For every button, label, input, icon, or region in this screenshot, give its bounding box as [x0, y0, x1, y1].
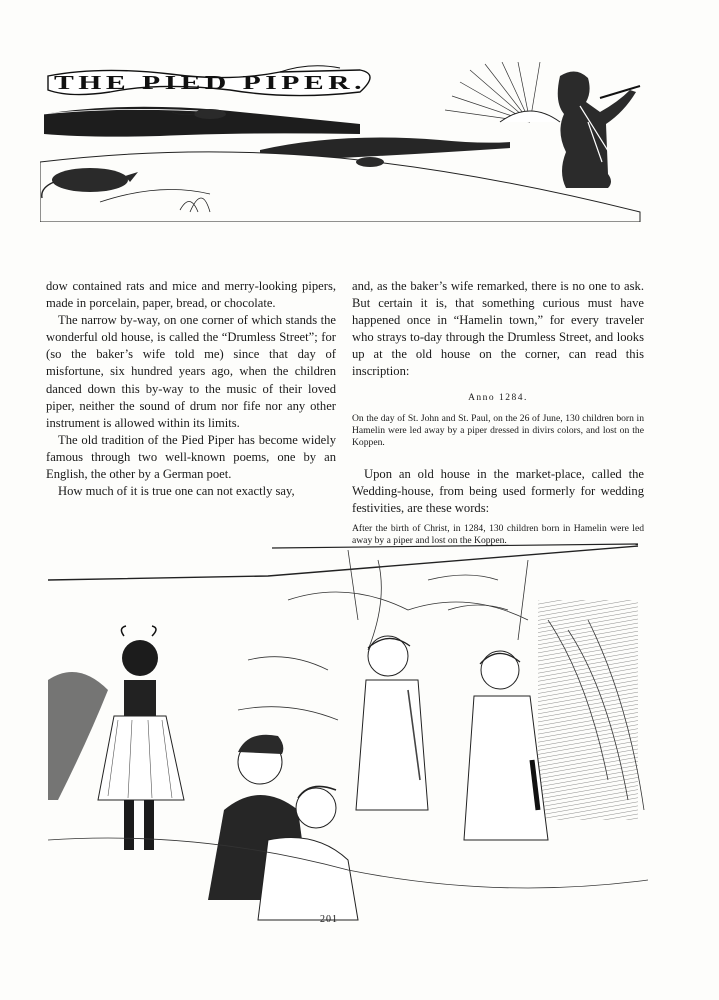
- page-number: 201: [320, 914, 338, 925]
- title-banner: [48, 66, 370, 96]
- header-title: THE PIED PIPER.: [54, 72, 366, 94]
- inscription-text: After the birth of Christ, in 1284, 130 children born in Hamelin were led away by a piper and lost on the Koppen.: [352, 522, 644, 547]
- inscription-text: On the day of St. John and St. Paul, on the 26 of June, 130 children born in Hamelin were led away by a piper dressed in divirs colors, and lost on the Koppen.: [352, 412, 644, 449]
- paragraph: and, as the baker’s wife remarked, there is no one to ask. But certain it is, that something curious must have happened once in “Hamelin town,” for every traveler who strays to-day through the Drumless Street, and looks up at the old house on the corner, can read this inscription:: [352, 279, 644, 379]
- piper-figure: [558, 71, 640, 188]
- paragraph: The narrow by-way, on one corner of which stands the wonderful old house, is called the “Drumless Street”; for (so the baker’s wife told me) since that day of misfortune, six hundred years ago, when the children danced down this by-way to the music of their loved piper, neither the sound of drum nor fife nor any other instrument is allowed within its limits.: [46, 313, 336, 430]
- child-figure: [356, 636, 428, 810]
- paragraph: dow contained rats and mice and merry-looking pipers, made in porcelain, paper, bread, or chocolate.: [46, 279, 336, 311]
- paragraph: How much of it is true one can not exactly say,: [58, 484, 295, 499]
- child-figure: [98, 626, 184, 850]
- header-illustration: [40, 62, 650, 222]
- rat-small: [356, 157, 384, 167]
- right-column: [352, 278, 644, 557]
- paragraph: Upon an old house in the market-place, called the Wedding-house, from being used formerly for wedding festivities, are these words:: [352, 466, 644, 515]
- landscape: [40, 107, 640, 222]
- inscription-heading: Anno 1284.: [468, 392, 528, 403]
- sun-rays: [445, 62, 560, 122]
- paragraph: The old tradition of the Pied Piper has become widely famous through two well-known poems, one by an English, the other by a German poet.: [46, 432, 336, 482]
- left-column: [46, 278, 336, 500]
- child-figure: [464, 651, 548, 840]
- children-illustration: [48, 540, 648, 925]
